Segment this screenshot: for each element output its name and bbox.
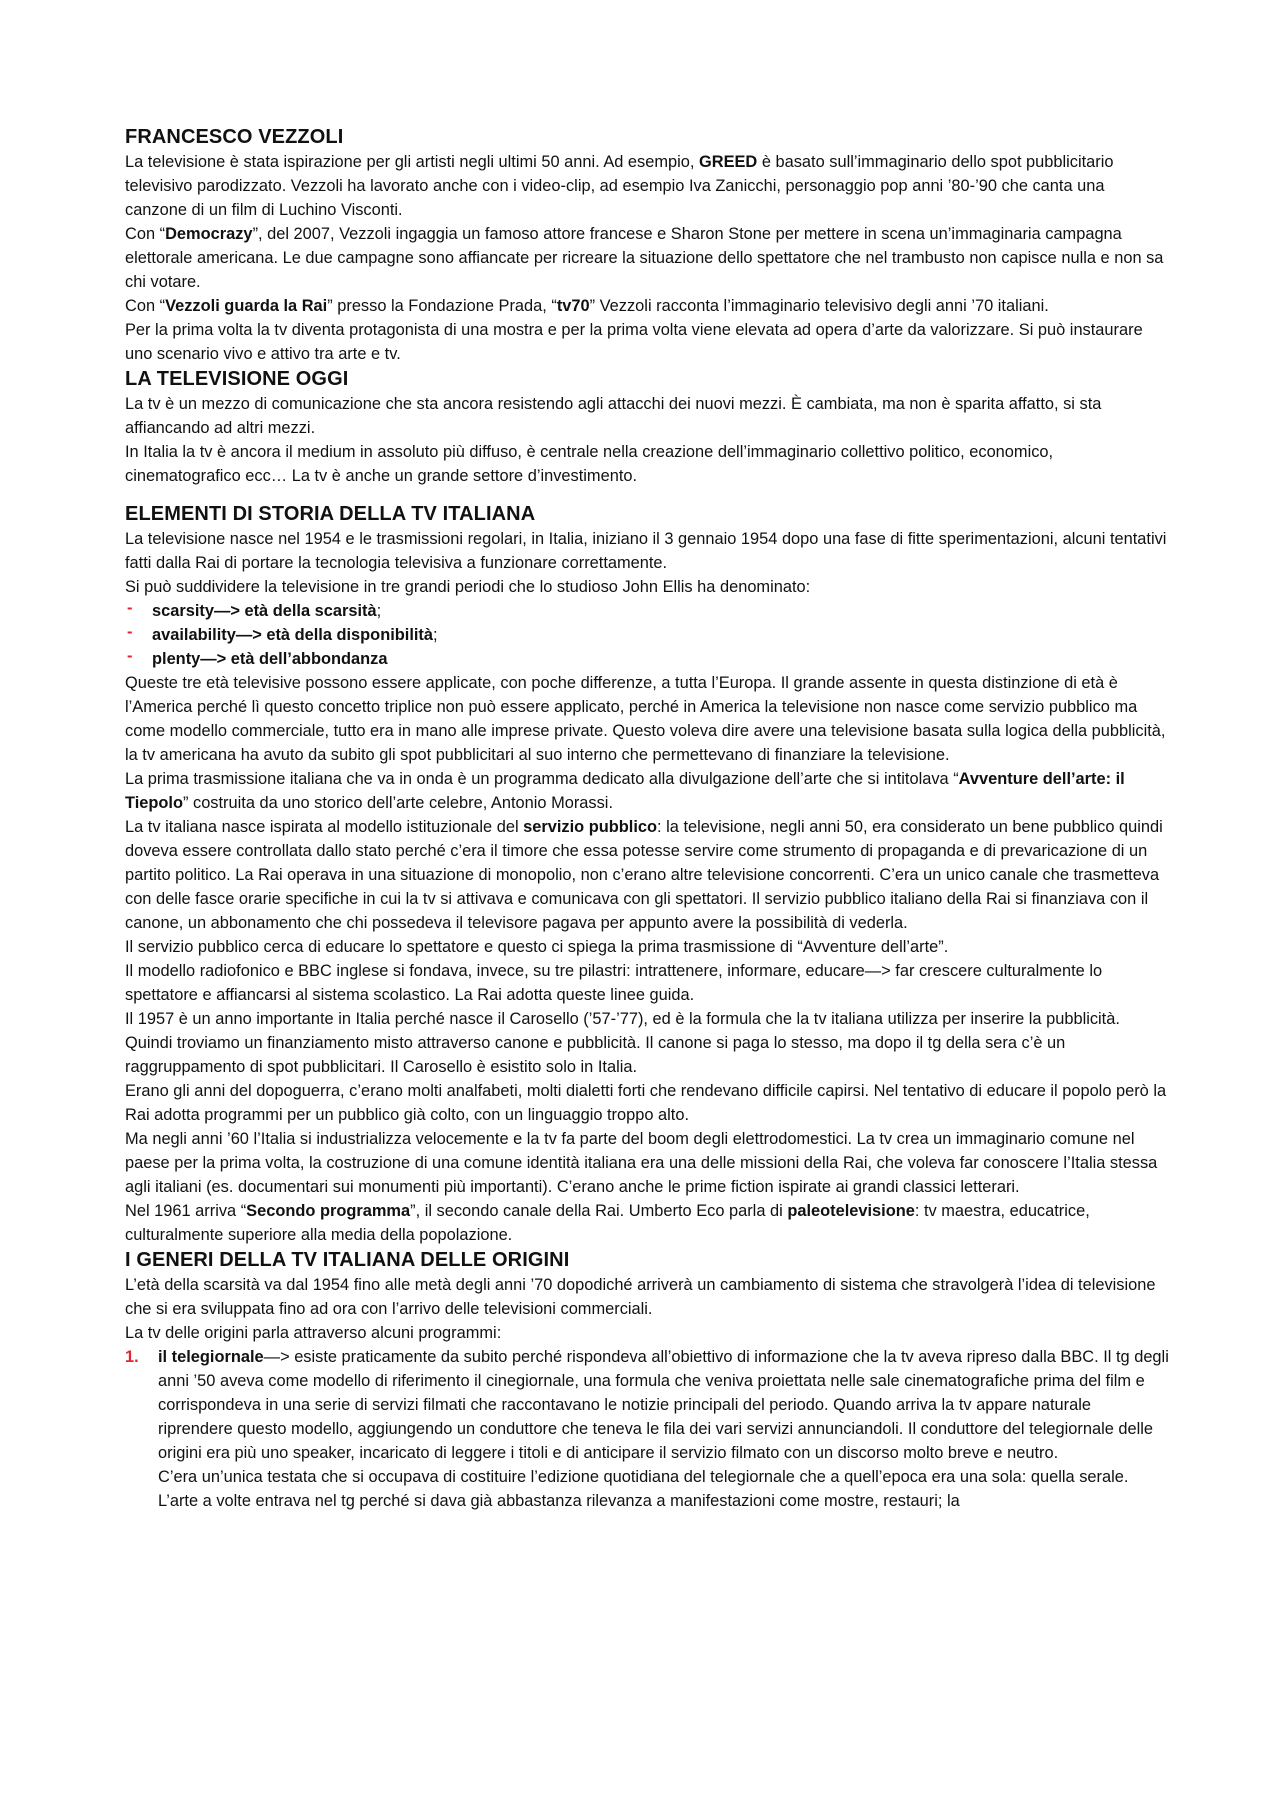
list-item bbox=[125, 1345, 1170, 1513]
paragraph: L’età della scarsità va dal 1954 fino alle metà degli anni ’70 dopodiché arriverà un cambiamento di sistema che stravolgerà l’idea di televisione che si era sviluppata fino ad ora con l’arrivo delle televisioni commerciali. bbox=[125, 1276, 1156, 1318]
paragraph: La tv delle origini parla attraverso alcuni programmi: bbox=[125, 1324, 502, 1342]
heading-francesco-vezzoli: FRANCESCO VEZZOLI bbox=[125, 126, 344, 148]
paragraph: La televisione nasce nel 1954 e le trasmissioni regolari, in Italia, iniziano il 3 gennaio 1954 dopo una fase di fitte sperimentazioni, alcuni tentativi fatti dalla Rai di portare la tecnologia televisiva a funzionare correttamente. bbox=[125, 530, 1167, 572]
list-item-text: C’era un’unica testata che si occupava di costituire l’edizione quotidiana del telegiornale che a quell’epoca era una sola: quella serale. bbox=[158, 1468, 1129, 1486]
paragraph: Si può suddividere la televisione in tre grandi periodi che lo studioso John Ellis ha denominato: bbox=[125, 578, 811, 596]
era-list bbox=[125, 599, 1170, 671]
paragraph: Con “Vezzoli guarda la Rai” presso la Fondazione Prada, “tv70” Vezzoli racconta l’immaginario televisivo degli anni ’70 italiani. bbox=[125, 297, 1049, 315]
list-item: - plenty—> età dell’abbondanza bbox=[125, 647, 1170, 671]
paragraph: Per la prima volta la tv diventa protagonista di una mostra e per la prima volta viene elevata ad opera d’arte da valorizzare. Si può instaurare uno scenario vivo e attivo tra arte e tv. bbox=[125, 321, 1143, 363]
paragraph: La prima trasmissione italiana che va in onda è un programma dedicato alla divulgazione dell’arte che si intitolava “Avventure dell’arte: il Tiepolo” costruita da uno storico dell’arte celebre, Antonio Morassi. bbox=[125, 770, 1125, 812]
paragraph: Il servizio pubblico cerca di educare lo spettatore e questo ci spiega la prima trasmissione di “Avventure dell’arte”. bbox=[125, 938, 949, 956]
list-item-text: il telegiornale—> esiste praticamente da subito perché rispondeva all’obiettivo di informazione che la tv aveva ripreso dalla BBC. Il tg degli anni ’50 aveva come modello di riferimento il cinegiornale, una formula che veniva proiettata nelle sale cinematografiche prima del film e corrispondeva in una serie di servizi filmati che raccontavano le notizie principali del periodo. Quando arriva la tv appare naturale riprendere questo modello, aggiungendo un conduttore che teneva le fila dei vari servizi annunciandoli. Il conduttore del telegiornale delle origini era più uno speaker, incaricato di leggere i titoli e di anticipare il servizio filmato con un discorso molto breve e neutro. bbox=[158, 1348, 1169, 1462]
number-marker: 1. bbox=[125, 1348, 139, 1366]
spacer bbox=[125, 488, 1170, 501]
heading-la-televisione-oggi: LA TELEVISIONE OGGI bbox=[125, 368, 349, 390]
programmi-list bbox=[125, 1345, 1170, 1513]
paragraph: Erano gli anni del dopoguerra, c’erano molti analfabeti, molti dialetti forti che rendevano difficile capirsi. Nel tentativo di educare il popolo però la Rai adotta programmi per un pubblico già colto, con un linguaggio troppo alto. bbox=[125, 1082, 1167, 1124]
list-item: - availability—> età della disponibilità; bbox=[125, 623, 1170, 647]
paragraph: Con “Democrazy”, del 2007, Vezzoli ingaggia un famoso attore francese e Sharon Stone per mettere in scena un’immaginaria campagna elettorale americana. Le due campagne sono affiancate per ricreare la situazione dello spettatore che nel trambusto non capisce nulla e non sa chi votare. bbox=[125, 225, 1164, 291]
paragraph: La tv è un mezzo di comunicazione che sta ancora resistendo agli attacchi dei nuovi mezzi. È cambiata, ma non è sparita affatto, si sta affiancando ad altri mezzi. bbox=[125, 395, 1102, 437]
dash-marker: - bbox=[127, 623, 133, 641]
paragraph: Queste tre età televisive possono essere applicate, con poche differenze, a tutta l’Europa. Il grande assente in questa distinzione di età è l’America perché lì questo concetto triplice non può essere applicato, perché in America la televisione non nasce come servizio pubblico ma come modello commerciale, tutto era in mano alle imprese private. Questo voleva dire avere una televisione basata sulla logica della pubblicità, la tv americana ha avuto da subito gli spot pubblicitari al suo interno che permettevano di finanziare la televisione. bbox=[125, 674, 1166, 764]
paragraph: Ma negli anni ’60 l’Italia si industrializza velocemente e la tv fa parte del boom degli elettrodomestici. La tv crea un immaginario comune nel paese per la prima volta, la costruzione di una comune identità italiana era una delle missioni della Rai, che voleva far conoscere l’Italia stessa agli italiani (es. documentari sui monumenti più importanti). C’erano anche le prime fiction ispirate ai grandi classici letterari. bbox=[125, 1130, 1158, 1196]
paragraph: In Italia la tv è ancora il medium in assoluto più diffuso, è centrale nella creazione dell’immaginario collettivo politico, economico, cinematografico ecc… La tv è anche un grande settore d’investimento. bbox=[125, 443, 1054, 485]
list-item: - scarsity—> età della scarsità; bbox=[125, 599, 1170, 623]
paragraph: Nel 1961 arriva “Secondo programma”, il secondo canale della Rai. Umberto Eco parla di paleotelevisione: tv maestra, educatrice, culturalmente superiore alla media della popolazione. bbox=[125, 1202, 1090, 1244]
paragraph: Il 1957 è un anno importante in Italia perché nasce il Carosello (’57-’77), ed è la formula che la tv italiana utilizza per inserire la pubblicità. Quindi troviamo un finanziamento misto attraverso canone e pubblicità. Il canone si paga lo stesso, ma dopo il tg della sera c’è un raggruppamento di spot pubblicitari. Il Carosello è esistito solo in Italia. bbox=[125, 1010, 1120, 1076]
paragraph: Il modello radiofonico e BBC inglese si fondava, invece, su tre pilastri: intrattenere, informare, educare—> far crescere culturalmente lo spettatore e affiancarsi al sistema scolastico. La Rai adotta queste linee guida. bbox=[125, 962, 1103, 1004]
document-page bbox=[125, 124, 1170, 1513]
dash-marker: - bbox=[127, 599, 133, 617]
heading-elementi-di-storia: ELEMENTI DI STORIA DELLA TV ITALIANA bbox=[125, 503, 536, 525]
heading-i-generi: I GENERI DELLA TV ITALIANA DELLE ORIGINI bbox=[125, 1249, 570, 1271]
dash-marker: - bbox=[127, 647, 133, 665]
paragraph: La televisione è stata ispirazione per gli artisti negli ultimi 50 anni. Ad esempio, GREED è basato sull’immaginario dello spot pubblicitario televisivo parodizzato. Vezzoli ha lavorato anche con i video-clip, ad esempio Iva Zanicchi, personaggio pop anni ’80-’90 che canta una canzone di un film di Luchino Visconti. bbox=[125, 153, 1114, 219]
paragraph: La tv italiana nasce ispirata al modello istituzionale del servizio pubblico: la televisione, negli anni 50, era considerato un bene pubblico quindi doveva essere controllata dallo stato perché c’era il timore che essa potesse servire come strumento di propaganda e di prevaricazione di un partito politico. La Rai operava in una situazione di monopolio, non c’erano altre televisione concorrenti. C’era un unico canale che trasmetteva con delle fasce orarie specifiche in cui la tv si attivava e comunicava con gli spettatori. Il servizio pubblico italiano della Rai si finanziava con il canone, un abbonamento che chi possedeva il televisore pagava per appunto avere la possibilità di vederla. bbox=[125, 818, 1163, 932]
list-item-text: L’arte a volte entrava nel tg perché si dava già abbastanza rilevanza a manifestazioni come mostre, restauri; la bbox=[158, 1492, 960, 1510]
